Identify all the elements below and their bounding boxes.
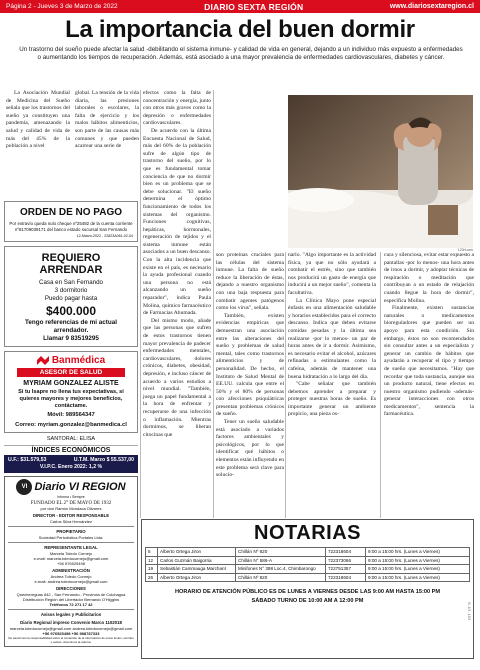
table-cell: 12 — [146, 556, 158, 565]
table-cell: Chillán Nº 820 — [236, 548, 326, 557]
table-cell: Minifones N° 398 Loc.4, Chimbarongo — [236, 565, 326, 574]
article-column-6 — [384, 252, 474, 419]
contact-emails[interactable]: marcela.toledocornejo@gmail.com andrea.toledocornejo@gmail.com — [9, 625, 133, 631]
ad-line: 3 dormitorio — [54, 287, 88, 295]
article-paragraph: Tener un sueño saludable está asociado a variados factores ambientales y psicológicos, por lo que identificar qué hábitos o elementos están influyendo en este problema será clave para solucio- — [216, 419, 284, 479]
phones: Teléfonos 72 271 17 42 — [49, 602, 93, 608]
indices-box — [4, 455, 138, 473]
left-sidebar — [4, 201, 138, 647]
photo-caption: 123rf.com — [457, 248, 473, 252]
ad-title: ORDEN DE NO PAGO — [19, 207, 123, 218]
article-column-2 — [75, 90, 139, 151]
table-row — [146, 556, 470, 565]
notarias-side-note: Vi. 1/3 - 12/3 — [467, 602, 471, 621]
founder: por don Ramón Mondaca Olivares — [40, 506, 102, 512]
advisor-email[interactable]: Correo: myriam.gonzalez@banmedica.cl — [15, 421, 127, 428]
ad-title: REQUIERO ARRENDAR — [39, 252, 103, 277]
advisor-name: MYRIAM GONZALEZ ALISTE — [23, 380, 119, 388]
article-paragraph: La Asociación Mundial de Medicina del Sueño señala que los trastornos del sueño ya constituyen una pandemia, amenazando la salud y calidad de vida de más del 45% de la población a nivel — [6, 90, 70, 150]
ad-references: Tengo referencias de mi actual arrendador. — [25, 319, 117, 335]
column-divider — [285, 252, 286, 518]
utm-value: U.T.M. Marzo $ 55.537,00 — [73, 457, 134, 464]
ad-description: Si tu Isapre no llena tus expectativas, si quieres mayores y mejores beneficios, contáctame. — [18, 389, 124, 410]
addresses-heading: DIRECCIONES — [56, 586, 86, 592]
contact-phones: +56 976525498 +56 988787333 — [42, 630, 100, 636]
owner-heading: PROPIETARIO — [56, 529, 86, 535]
ad-requiero-arrendar — [4, 246, 138, 347]
owner: Sociedad Periodística Portales Ltda. — [38, 534, 104, 540]
table-cell: Carlos Guzmán Baigorria — [158, 556, 236, 565]
founded: FUNDADO EL 2° DE MAYO DE 1932 — [30, 501, 112, 507]
legal-notices: Avisos legales y Publicitarios — [40, 612, 102, 618]
asesor-badge: ASESOR DE SALUD — [17, 368, 125, 377]
banmedica-icon — [37, 356, 49, 365]
brand-name: DIARIO SEXTA REGIÓN — [204, 1, 304, 12]
divider — [8, 609, 134, 610]
page-date: Página 2 - Jueves 3 de Marzo de 2022 — [6, 3, 118, 10]
top-bar — [0, 0, 480, 13]
ad-price: $400.000 — [45, 304, 97, 319]
admin-email[interactable]: e-mail: andrea.toledocornejo@gmail.com — [34, 578, 108, 584]
table-cell: 722751357 — [326, 565, 366, 574]
article-paragraph: Finalmente, existen sustancias naturales o medicamentos bioreguladores que pueden ser un apoyo para esta condición. Sin embargo, éstos no son recomendados sin consultar antes a un especialista y generar un cambio de hábitos que ayudarán a recuperar el tipo y tiempo de sueño que necesitamos. "Hay que recordar que toda sustancia, aunque sea un producto natural, tiene efectos en nuestro organismo pudiendo -además- generar interacciones con otros medicamentos", sentencia la farmacéutica. — [384, 305, 474, 418]
table-cell: Alberto Ortega Jiron — [158, 573, 236, 582]
column-divider — [213, 90, 214, 518]
legal-rep: Marcela Toledo Cornejo — [49, 550, 93, 556]
masthead — [4, 476, 138, 647]
table-row — [146, 573, 470, 582]
legal-rep-phone: +56 976525498 — [57, 560, 85, 566]
article-paragraph: Del mismo modo, añade que las personas que sufren de estos trastornos tienen mayor prevalencia de padecer enfermedades mentales, cardiovasculares, dolores crónicos, diabetes, obesidad, depresión, e incluso cáncer de acuerdo a varios estudios a nivel mundial. "También, juega un papel fundamental a la hora de enfrentar y recuperarse de una infección o inflamación. Mientras dormimos, se liberan citocinas que — [143, 317, 211, 438]
logo-tagline: Informa • Siempre — [57, 495, 85, 500]
table-cell: 26 — [146, 573, 158, 582]
notarias-footer — [142, 588, 473, 606]
logo-mark-icon: VI — [16, 479, 32, 495]
table-cell: Chillán N° 586-A — [236, 556, 326, 565]
article-lede: Un trastorno del sueño puede afectar la salud -debilitando el sistema inmune- y calidad de vida en general, dejando a un individuo más expuesto a enfermedades o aumentando los tiempos de recuperación. Además, está asociado a una mayor prevalencia de enfermedades cardiovasculares, diabetes y cáncer. — [19, 46, 463, 61]
director-heading: DIRECTOR - EDITOR RESPONSABLE — [32, 513, 110, 519]
disclaimer: No asumimos la responsabilidad sobre el contenido de la información de estos textos, escritos o avisos. Asumimos la autoría. — [8, 635, 134, 644]
banmedica-logo — [9, 355, 133, 366]
article-paragraph: De acuerdo con la última Encuesta Nacional de Salud, más del 60% de la población sufre de algún tipo de trastorno del sueño, por lo que es fundamental tomar conciencia de que no dormir bien es un problema que se debe solucionar. "El sueño determina el óptimo funcionamiento de todos los sistemas del organismo. Funciones cognitivas, hepáticas, hormonales, regeneración de tejidos y el sistema inmune están asociados a un buen descanso. Con la alta incidencia que existe en el país, es necesario la ayuda profesional cuando una persona no está alcanzando un sueño reparador", indica Paula Molina, químico farmacéutico de Farmacias Ahumada. — [143, 127, 211, 317]
ad-banmedica — [4, 351, 138, 433]
uf-value: U.F.: $31.579,53 — [8, 457, 47, 464]
table-cell: Sebastián Cammauga Marchant — [158, 565, 236, 574]
admin: Andrea Toledo Cornejo — [50, 573, 92, 579]
notarias-hours: HORARIO DE ATENCIÓN PÚBLICO ES DE LUNES A VIERNES DESDE LAS 9:00 AM HASTA 15:00 PM — [174, 589, 441, 596]
ad-orden-no-pago — [4, 201, 138, 242]
column-divider — [140, 90, 141, 518]
ad-reference: 12-Marzo-2022 - 22823A061-02-04 — [76, 234, 133, 239]
address: Quechereguas 842 - San Fernando - Provincia de Colchagua — [16, 591, 126, 597]
banmedica-brand: Banmédica — [51, 355, 106, 367]
article-paragraph: La Clínica Mayo pone especial énfasis en una alimentación saludable y horarios establecidos para el correcto descanso. Indica que deben evitarse comidas pesadas y la última sea realizarse -por lo menos- un par de horas antes de ir a dormir. Asimismo, es necesario evitar el alcohol, azúcares refinadas o estimulantes como la cafeína, además de mantener una buena hidratación a lo largo del día. — [288, 297, 376, 380]
article-paragraph: efectos como la falta de concentración y energía, junto con otros más graves como la depresión o enfermedades cardiovasculares. — [143, 90, 211, 127]
notarias-saturday: SÁBADO TURNO DE 10:00 AM A 12:00 PM — [251, 598, 364, 605]
distribution: Distribución Región del Libertador Bernardo O'Higgins — [22, 596, 120, 602]
regional-agreement: Diario Regional impreso Convenio Marco 1102018 — [20, 619, 122, 625]
ad-text: Por extravío queda nulo cheque nº25482 de la cuenta corriente nº81709039171 del banco estado sucursal San Fernando — [9, 221, 133, 232]
table-cell: 9:00 a 15:00 hrs. (Lunes a Viernes) — [366, 556, 470, 565]
advisor-phone: Móvil: 989564347 — [47, 412, 95, 419]
ad-line: Casa en San Fernando — [39, 279, 103, 287]
notarias-box — [141, 519, 474, 659]
admin-heading: ADMINISTRACIÓN — [52, 568, 90, 574]
table-row — [146, 548, 470, 557]
article-paragraph: narlo. "Algo importante es la actividad física, ya que no sólo ayudará a combatir el estrés, sino que también nos producirá un gasto de energía que inducirá a un mejor sueño", comenta la facultativa. — [288, 252, 376, 296]
legal-rep-heading: REPRESENTANTE LEGAL — [44, 544, 98, 550]
article-paragraph: "Cabe señalar que también debemos aprender a preparar y proteger nuestras horas de sueño. Es importante generar un ambiente propicio, una pieza os- — [288, 381, 376, 418]
table-cell: 722373066 — [326, 556, 366, 565]
ipc-value: V.I.P.C. Enero 2022: 1,2 % — [39, 464, 103, 471]
table-cell: 5 — [146, 548, 158, 557]
notarias-table — [145, 547, 470, 582]
table-cell: Chillán Nº 820 — [236, 573, 326, 582]
logo-text: Diario VI REGION — [34, 481, 126, 494]
article-column-4 — [216, 252, 284, 480]
santoral: SANTORAL: ELISA — [4, 433, 138, 446]
article-headline: La importancia del buen dormir — [65, 16, 415, 43]
website-link[interactable]: www.diariosextaregion.cl — [389, 3, 474, 10]
table-cell: 722318604 — [326, 548, 366, 557]
masthead-logo — [8, 479, 134, 495]
indices-row — [8, 464, 134, 471]
article-column-3 — [143, 90, 211, 439]
article-paragraph: son proteínas cruciales para las células del sistema inmune. La falta de sueño reduce la liberación de éstas, dejando a nuestro organismo con una baja respuesta para combatir agentes patógenos como los virus", señala. — [216, 252, 284, 312]
article-paragraph: También, existen evidencias empíricas que demuestran una asociación entre las alteraciones del sueño y problemas de salud mental, tales como trastornos alimenticios y de personalidad. De hecho, el Instituto de Salud Mental de EE.UU. calcula que entre el 50% y el 80% de personas con afecciones psiquiátricas presentan problemas crónicos de sueño. — [216, 312, 284, 418]
article-column-5 — [288, 252, 376, 419]
table-cell: Alberto Ortega Jiron — [158, 548, 236, 557]
indices-row — [8, 457, 134, 464]
table-cell: 9:00 a 15:00 hrs. (Lunes a Viernes) — [366, 548, 470, 557]
table-cell: 9:00 a 15:00 hrs. (Lunes a Viernes) — [366, 565, 470, 574]
article-paragraph: cura y silenciosa, evitar estar expuesto a pantallas -por lo menos- una hora antes de irnos a dormir, y adoptar técnicas de respiración o meditación que contribuyan a un estado de relajación cuando llegue la hora de dormir", especifica Molina. — [384, 252, 474, 304]
table-cell: 9:00 a 15:00 hrs. (Lunes a Viernes) — [366, 573, 470, 582]
column-divider — [380, 252, 381, 518]
indices-title: ÍNDICES ECONÓMICOS — [4, 446, 138, 455]
article-paragraph: global. La tensión de la vida diaria, las presiones laborales o escolares, la falta de ejercicio y los malos hábitos alimenticios, son parte de las causas más comunes y que pueden acarrear una serie de — [75, 90, 139, 150]
legal-rep-email[interactable]: e-mail: marcela.toledocornejo@gmail.com — [33, 555, 109, 561]
article-photo — [288, 95, 473, 248]
divider — [8, 542, 134, 543]
divider — [8, 526, 134, 527]
ad-line: Puedo pagar hasta — [44, 295, 98, 303]
table-row — [146, 565, 470, 574]
article-column-1 — [6, 90, 70, 151]
ad-phone: Llamar 9 83519295 — [43, 335, 99, 343]
sleepless-man-illustration — [288, 95, 473, 248]
table-cell: 19 — [146, 565, 158, 574]
director: Carlos Silva Hernández — [49, 518, 93, 524]
notarias-title: NOTARIAS — [254, 522, 361, 544]
table-cell: 722318604 — [326, 573, 366, 582]
